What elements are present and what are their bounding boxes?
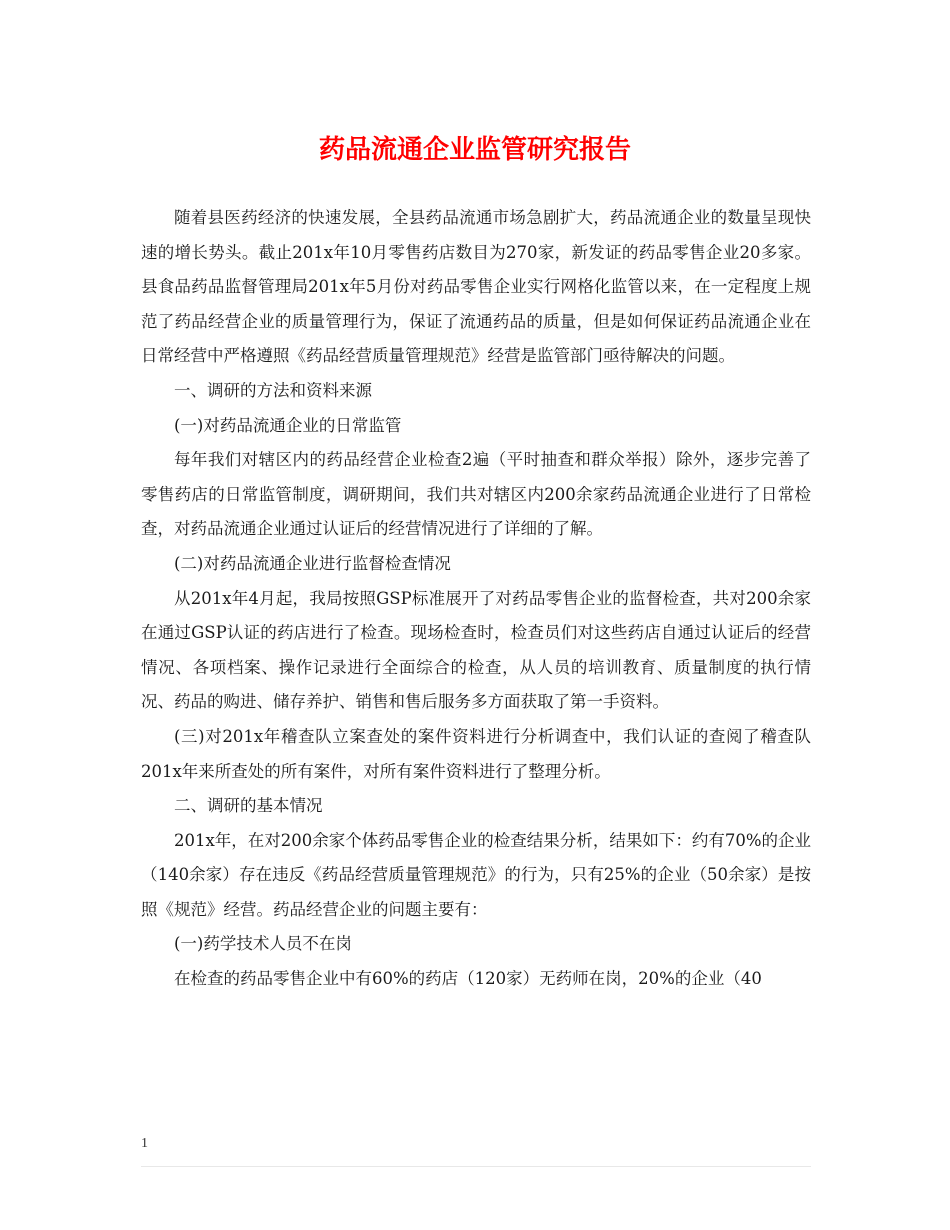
section-heading-methods: 一、调研的方法和资料来源: [174, 380, 372, 400]
paragraph-daily-supervision: 每年我们对辖区内的药品经营企业检查2遍（平时抽查和群众举报）除外，逐步完善了零售药店的日常监管制度，调研期间，我们共对辖区内200余家药品流通企业进行了日常检查，对药品流通企业通过认证后的经营情况进行了详细的了解。: [141, 450, 811, 539]
footer-divider: [141, 1166, 811, 1167]
page-number: 1: [141, 1136, 148, 1151]
subsection-heading-staff-absent: (一)药学技术人员不在岗: [174, 934, 352, 954]
paragraph-staff-absent: 在检查的药品零售企业中有60%的药店（120家）无药师在岗，20%的企业（40: [174, 969, 762, 989]
section-heading-basic-situation: 二、调研的基本情况: [174, 796, 323, 816]
paragraph-case-analysis: (三)对201x年稽查队立案查处的案件资料进行分析调查中，我们认证的查阅了稽查队201x年来所查处的所有案件，对所有案件资料进行了整理分析。: [141, 726, 811, 781]
subsection-heading-daily-supervision: (一)对药品流通企业的日常监管: [174, 415, 402, 435]
document-title: 药品流通企业监管研究报告: [318, 135, 631, 165]
subsection-heading-inspection: (二)对药品流通企业进行监督检查情况: [174, 553, 451, 573]
paragraph-intro: 随着县医药经济的快速发展，全县药品流通市场急剧扩大，药品流通企业的数量呈现快速的增长势头。截止201x年10月零售药店数目为270家，新发证的药品零售企业20多家。县食品药品监督管理局201x年5月份对药品零售企业实行网格化监管以来，在一定程度上规范了药品经营企业的质量管理行为，保证了流通药品的质量，但是如何保证药品流通企业在日常经营中严格遵照《药品经营质量管理规范》经营是监管部门亟待解决的问题。: [141, 208, 811, 366]
paragraph-results: 201x年，在对200余家个体药品零售企业的检查结果分析，结果如下：约有70%的企业（140余家）存在违反《药品经营质量管理规范》的行为，只有25%的企业（50余家）是按照《规范》经营。药品经营企业的问题主要有：: [141, 830, 811, 919]
document-body: [141, 201, 811, 997]
paragraph-inspection: 从201x年4月起，我局按照GSP标准展开了对药品零售企业的监督检查，共对200余家在通过GSP认证的药店进行了检查。现场检查时，检查员们对这些药店自通过认证后的经营情况、各项档案、操作记录进行全面综合的检查，从人员的培训教育、质量制度的执行情况、药品的购进、储存养护、销售和售后服务多方面获取了第一手资料。: [141, 588, 811, 712]
